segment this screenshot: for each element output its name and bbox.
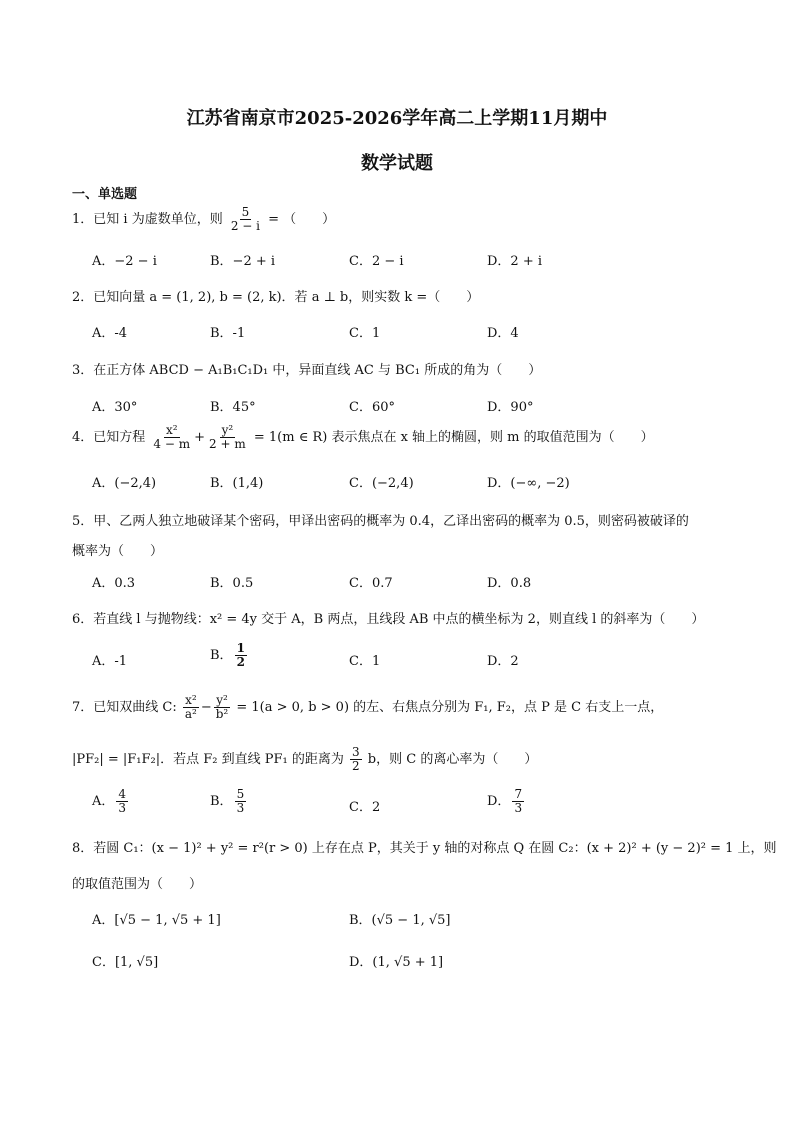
option-label: A． [92, 794, 115, 809]
question-stem: 4．已知方程 [72, 430, 146, 445]
question-6: 6．若直线 l 与抛物线：x² = 4y 交于 A，B 两点，且线段 AB 中点的横坐标为 2，则直线 l 的斜率为（ ） [72, 612, 705, 627]
document-title: 江苏省南京市2025-2026学年高二上学期11月期中 [186, 108, 608, 129]
question-5: 5．甲、乙两人独立地破译某个密码，甲译出密码的概率为 0.4，乙译出密码的概率为 0.5，则密码被破译的 [72, 514, 689, 529]
fraction-denominator: 2 + m [209, 437, 246, 451]
option-d: D．90° [487, 400, 534, 415]
option-c: C．2 [349, 800, 381, 815]
question-stem-tail: = （ ） [268, 212, 336, 227]
question-5-continuation: 概率为（ ） [72, 544, 164, 559]
option-a [92, 788, 130, 815]
fraction [116, 788, 128, 815]
question-stem: |PF₂| = |F₁F₂|．若点 F₂ 到直线 PF₁ 的距离为 [72, 752, 344, 767]
option-a: A．0.3 [92, 576, 136, 591]
fraction-denominator: 2 [352, 759, 360, 773]
option-b: B．0.5 [210, 576, 254, 591]
fraction-numerator: 5 [236, 787, 245, 801]
question-7: 7．已知双曲线 C: $\frac{\text{x²}}{\text{a²}}$ − $\frac{\text{y²}}{\text{b²}}$ = 1(a > 0, b > 0) 的左、右焦点分别为 F₁, F₂，点 P 是 C 右支上一点， [72, 693, 664, 721]
document-subtitle: 数学试题 [361, 153, 433, 174]
option-b [210, 642, 249, 669]
question-3: 3．在正方体 ABCD − A₁B₁C₁D₁ 中，异面直线 AC 与 BC₁ 所成的角为（ ） [72, 363, 542, 378]
question-4: 4．已知方程 $\frac{\text{x²}}{4 - m}$ + $\frac{\text{y²}}{2 + m}$ = 1(m ∈ R) 表示焦点在 x 轴上的椭圆，则 m 的取值范围为（ ） [72, 423, 654, 451]
option-b: B．(√5 − 1, √5] [349, 913, 451, 928]
option-c: C．2 − i [349, 254, 404, 269]
option-a: A．30° [92, 400, 138, 415]
fraction-denominator: 2 [236, 655, 245, 669]
fraction [151, 424, 192, 451]
fraction-numerator: y² [216, 693, 228, 707]
option-a: A．(−2,4) [92, 476, 157, 491]
option-c: C．(−2,4) [349, 476, 414, 491]
fraction-denominator: 2 − i [230, 219, 260, 233]
fraction-numerator: y² [221, 423, 234, 437]
question-stem-tail: b，则 C 的离心率为（ ） [367, 752, 538, 767]
option-c: C．1 [349, 326, 381, 341]
option-label: B． [210, 648, 233, 663]
question-stem-tail: = 1(m ∈ R) 表示焦点在 x 轴上的椭圆，则 m 的取值范围为（ ） [253, 430, 654, 445]
option-c: C．0.7 [349, 576, 393, 591]
question-8: 8．若圆 C₁：(x − 1)² + y² = r²(r > 0) 上存在点 P，其关于 y 轴的对称点 Q 在圆 C₂：(x + 2)² + (y − 2)² = 1 上，则 [72, 841, 777, 856]
fraction-numerator: 7 [514, 787, 523, 801]
fraction-numerator: 3 [352, 745, 360, 759]
option-a: A．-1 [92, 654, 128, 669]
option-d: D．0.8 [487, 576, 532, 591]
fraction-numerator: 5 [241, 205, 250, 219]
fraction-numerator: x² [165, 423, 178, 437]
fraction [183, 694, 199, 721]
fraction-numerator: 4 [118, 787, 127, 801]
option-b: B．45° [210, 400, 256, 415]
fraction-numerator: 1 [236, 641, 245, 655]
section-heading: 一、单选题 [72, 187, 138, 202]
option-d [487, 788, 526, 815]
option-a: A．[√5 − 1, √5 + 1] [92, 913, 221, 928]
option-label: B． [210, 794, 233, 809]
option-c: C．60° [349, 400, 395, 415]
fraction [235, 788, 247, 815]
option-a: A．−2 − i [92, 254, 157, 269]
fraction [229, 206, 262, 233]
fraction-denominator: 3 [236, 801, 245, 815]
question-2: 2．已知向量 a = (1, 2), b = (2, k)．若 a ⊥ b，则实数 k =（ ） [72, 290, 480, 305]
fraction [235, 642, 247, 669]
option-b: B．−2 + i [210, 254, 276, 269]
fraction [214, 694, 231, 721]
fraction-denominator: a² [184, 707, 197, 721]
option-d: D．2 + i [487, 254, 543, 269]
fraction [512, 788, 524, 815]
option-d: D．2 [487, 654, 519, 669]
option-d: D．(1, √5 + 1] [349, 955, 444, 970]
fraction-denominator: b² [215, 707, 229, 721]
question-1 [72, 206, 335, 233]
question-7-continuation [72, 746, 537, 773]
fraction-denominator: 3 [514, 801, 523, 815]
option-b: B．(1,4) [210, 476, 264, 491]
option-label: D． [487, 794, 511, 809]
fraction [350, 746, 362, 773]
option-d: D．4 [487, 326, 519, 341]
option-c: C．1 [349, 654, 381, 669]
option-d: D．(−∞, −2) [487, 476, 570, 491]
option-b: B．-1 [210, 326, 246, 341]
fraction-numerator: x² [185, 693, 197, 707]
fraction-denominator: 4 − m [153, 437, 191, 451]
question-stem: 1．已知 i 为虚数单位，则 [72, 212, 223, 227]
fraction [207, 424, 248, 451]
option-a: A．-4 [92, 326, 128, 341]
question-8-continuation: 的取值范围为（ ） [72, 877, 203, 892]
question-stem: 7．已知双曲线 C: [72, 700, 177, 715]
option-b [210, 788, 248, 815]
option-c: C．[1, √5] [92, 955, 159, 970]
fraction-denominator: 3 [118, 801, 127, 815]
question-stem-tail: = 1(a > 0, b > 0) 的左、右焦点分别为 F₁, F₂，点 P 是 C 右支上一点， [236, 700, 664, 715]
